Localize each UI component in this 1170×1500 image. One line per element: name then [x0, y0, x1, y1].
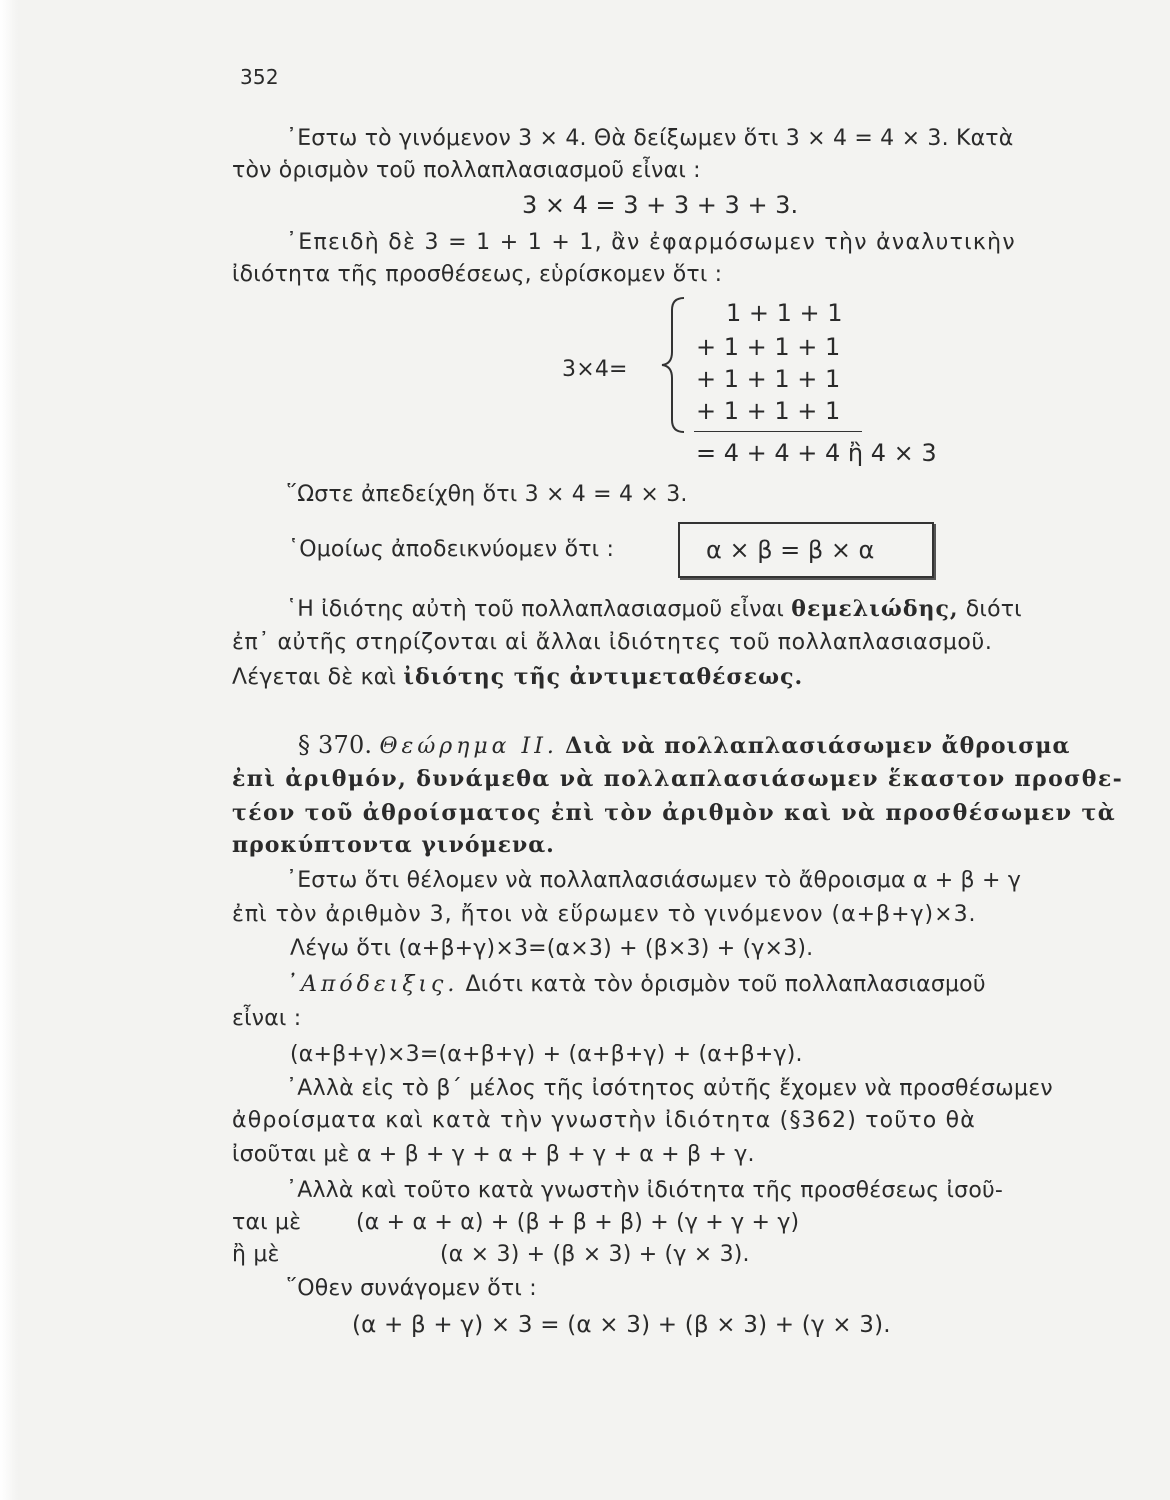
theorem-text: τέον τοῦ ἀθροίσματος ἐπὶ τὸν ἀριθμὸν καὶ νὰ προσθέσωμεν τὰ	[232, 800, 1117, 826]
section-heading	[298, 730, 1070, 762]
text-line: ἢ μὲ	[232, 1242, 280, 1267]
bold-term: θεμελιώδης,	[791, 596, 959, 622]
theorem-text: ἐπὶ ἀριθμόν, δυνάμεθα νὰ πολλαπλασιάσωμεν ἕκαστον προσθε-	[232, 766, 1124, 792]
text-line: ᾿Εστω ὅτι θέλομεν νὰ πολλαπλασιάσωμεν τὸ ἄθροισμα α + β + γ	[286, 868, 1022, 893]
text-line: ἰδιότητα τῆς προσθέσεως, εὑρίσκομεν ὅτι :	[232, 262, 723, 287]
theorem-label: Θεώρημα ΙΙ.	[379, 734, 558, 759]
text-line	[286, 594, 1022, 625]
sum-rule	[694, 431, 862, 432]
text-span: Διότι κατὰ τὸν ὁρισμὸν τοῦ πολλαπλασιασμοῦ	[465, 972, 986, 997]
text-line: ῞Οθεν συνάγομεν ὅτι :	[286, 1276, 537, 1301]
text-line: ἰσοῦται μὲ α + β + γ + α + β + γ + α + β + γ.	[232, 1142, 755, 1167]
text-line: Λέγω ὅτι (α+β+γ)×3=(α×3) + (β×3) + (γ×3).	[290, 936, 814, 961]
page-edge	[0, 0, 18, 1500]
text-line: ᾿Επειδὴ δὲ 3 = 1 + 1 + 1, ἂν ἐφαρμόσωμεν τὴν ἀναλυτικὴν	[286, 230, 1017, 255]
equation: (α + β + γ) × 3 = (α × 3) + (β × 3) + (γ × 3).	[352, 1312, 891, 1338]
system-row: + 1 + 1 + 1	[696, 333, 841, 361]
system-result: = 4 + 4 + 4 ἢ 4 × 3	[696, 439, 937, 467]
text-line	[232, 662, 803, 693]
equation: (α+β+γ)×3=(α+β+γ) + (α+β+γ) + (α+β+γ).	[290, 1042, 803, 1067]
system-label: 3×4=	[562, 357, 628, 382]
text-line: ᾿Εστω τὸ γινόμενον 3 × 4. Θὰ δείξωμεν ὅτι 3 × 4 = 4 × 3. Κατὰ	[286, 126, 1014, 151]
system-row: 1 + 1 + 1	[726, 299, 843, 327]
text-line	[286, 970, 986, 1000]
system-row: + 1 + 1 + 1	[696, 397, 841, 425]
theorem-text: προκύπτοντα γινόμενα.	[232, 832, 555, 858]
text-line: ᾿Αλλὰ καὶ τοῦτο κατὰ γνωστὴν ἰδιότητα τῆς προσθέσεως ἰσοῦ-	[286, 1178, 1004, 1203]
bold-term: ἰδιότης τῆς ἀντιμεταθέσεως.	[403, 664, 804, 690]
text-span: Λέγεται δὲ καὶ	[232, 665, 397, 690]
text-line: ται μὲ	[232, 1210, 302, 1235]
text-line: ἀθροίσματα καὶ κατὰ τὴν γνωστὴν ἰδιότητα (§362) τοῦτο θὰ	[232, 1108, 976, 1133]
equation: 3 × 4 = 3 + 3 + 3 + 3.	[522, 191, 799, 219]
proof-label: ᾿Απόδειξις.	[286, 972, 459, 997]
equation: (α × 3) + (β × 3) + (γ × 3).	[440, 1242, 750, 1267]
text-line: ἐπ᾿ αὐτῆς στηρίζονται αἱ ἄλλαι ἰδιότητες τοῦ πολλαπλασιασμοῦ.	[232, 630, 993, 655]
boxed-formula: α × β = β × α	[706, 536, 875, 564]
text-line: ᾿Αλλὰ εἰς τὸ β΄ μέλος τῆς ἰσότητος αὐτῆς ἔχομεν νὰ προσθέσωμεν	[286, 1076, 1054, 1101]
text-line: ἐπὶ τὸν ἀριθμὸν 3, ἤτοι νὰ εὕρωμεν τὸ γινόμενον (α+β+γ)×3.	[232, 902, 977, 927]
text-line: ῞Ωστε ἀπεδείχθη ὅτι 3 × 4 = 4 × 3.	[286, 482, 688, 507]
theorem-text: Διὰ νὰ πολλαπλασιάσωμεν ἄθροισμα	[565, 733, 1071, 759]
text-line: ῾Ομοίως ἀποδεικνύομεν ὅτι :	[288, 537, 615, 562]
text-span: ῾Η ἰδιότης αὐτὴ τοῦ πολλαπλασιασμοῦ εἶναι	[286, 597, 785, 622]
page-number: 352	[240, 65, 279, 89]
text-span: διότι	[965, 597, 1022, 622]
section-number: § 370.	[298, 731, 373, 759]
system-row: + 1 + 1 + 1	[696, 365, 841, 393]
text-line: τὸν ὁρισμὸν τοῦ πολλαπλασιασμοῦ εἶναι :	[232, 158, 701, 183]
equation: (α + α + α) + (β + β + β) + (γ + γ + γ)	[356, 1210, 800, 1235]
text-line: εἶναι :	[232, 1006, 302, 1031]
left-brace-icon	[660, 296, 690, 434]
